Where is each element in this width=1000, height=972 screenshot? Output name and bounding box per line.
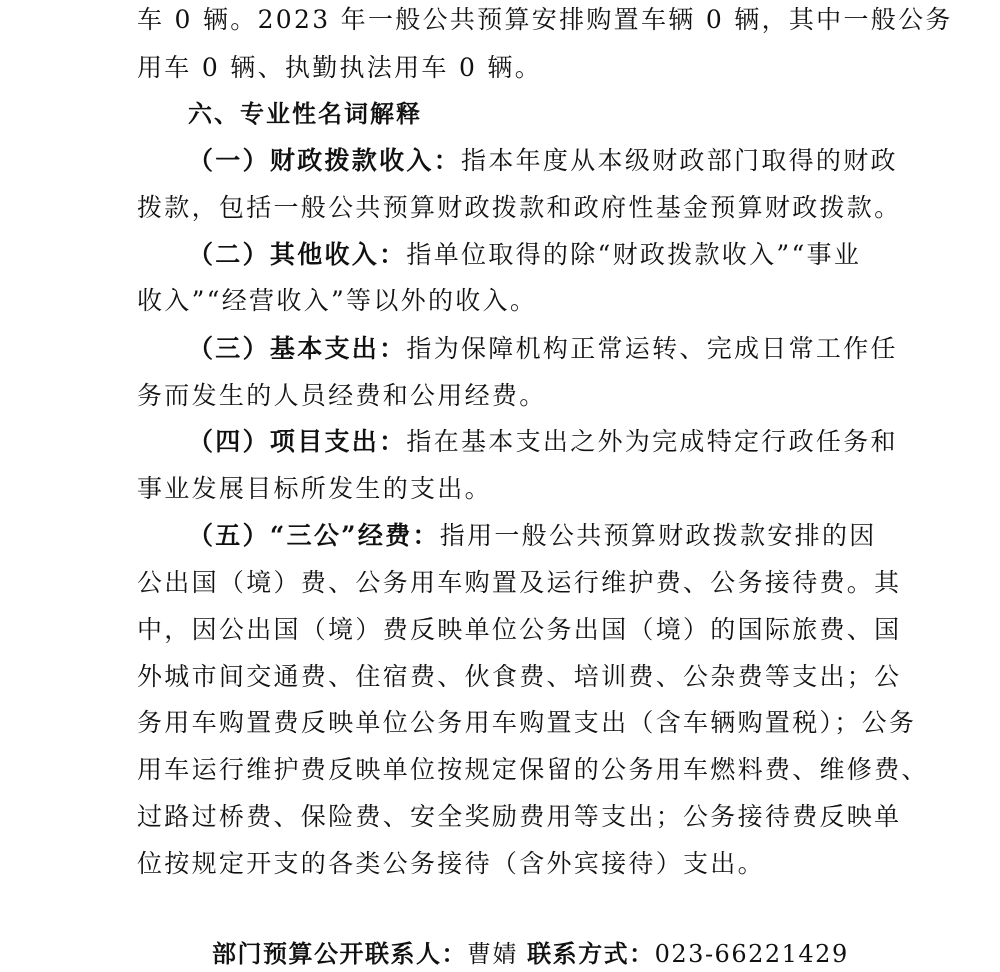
term-5-line-2: 公出国（境）费、公务用车购置及运行维护费、公务接待费。其 bbox=[137, 568, 902, 597]
term-5-line-1 bbox=[188, 518, 877, 554]
term-4-label: （四）项目支出： bbox=[188, 427, 407, 456]
term-5-line-6: 用车运行维护费反映单位按规定保留的公务用车燃料费、维修费、 bbox=[137, 755, 929, 784]
contact-phone: 023-66221429 bbox=[654, 940, 849, 968]
term-5-line-8: 位按规定开支的各类公务接待（含外宾接待）支出。 bbox=[137, 849, 765, 878]
term-4-line-1 bbox=[188, 424, 898, 460]
term-2-label: （二）其他收入： bbox=[188, 240, 407, 269]
term-4-line-2: 事业发展目标所发生的支出。 bbox=[137, 474, 492, 503]
term-1-label: （一）财政拨款收入： bbox=[188, 146, 462, 175]
contact-method-label: 联系方式： bbox=[527, 940, 655, 968]
section-heading: 六、专业性名词解释 bbox=[188, 100, 422, 128]
term-4-text: 指在基本支出之外为完成特定行政任务和 bbox=[406, 427, 898, 456]
term-5-line-7: 过路过桥费、保险费、安全奖励费用等支出；公务接待费反映单 bbox=[137, 802, 902, 831]
contact-person: 曹婧 bbox=[467, 940, 518, 968]
term-5-label: （五）“三公”经费： bbox=[188, 521, 440, 550]
term-5-line-3: 中，因公出国（境）费反映单位公务出国（境）的国际旅费、国 bbox=[137, 615, 902, 644]
term-5-text: 指用一般公共预算财政拨款安排的因 bbox=[439, 521, 877, 550]
contact-line bbox=[212, 936, 849, 972]
term-2-text: 指单位取得的除“财政拨款收入”“事业 bbox=[406, 240, 862, 269]
intro-line-1: 车 0 辆。2023 年一般公共预算安排购置车辆 0 辆，其中一般公务 bbox=[137, 5, 953, 34]
term-2-line-2: 收入”“经营收入”等以外的收入。 bbox=[137, 286, 538, 315]
term-1-text: 指本年度从本级财政部门取得的财政 bbox=[461, 146, 898, 175]
term-1-line-1 bbox=[188, 143, 898, 179]
term-3-label: （三）基本支出： bbox=[188, 334, 407, 363]
term-3-line-1 bbox=[188, 331, 898, 367]
term-5-line-5: 务用车购置费反映单位公务用车购置支出（含车辆购置税）；公务 bbox=[137, 708, 917, 737]
term-5-line-4: 外城市间交通费、住宿费、伙食费、培训费、公杂费等支出；公 bbox=[137, 662, 902, 691]
term-3-text: 指为保障机构正常运转、完成日常工作任 bbox=[406, 334, 898, 363]
intro-line-2: 用车 0 辆、执勤执法用车 0 辆。 bbox=[137, 53, 542, 82]
contact-person-label: 部门预算公开联系人： bbox=[212, 940, 467, 968]
term-1-line-2: 拨款，包括一般公共预算财政拨款和政府性基金预算财政拨款。 bbox=[137, 193, 902, 222]
term-2-line-1 bbox=[188, 237, 861, 273]
term-3-line-2: 务而发生的人员经费和公用经费。 bbox=[137, 381, 547, 410]
